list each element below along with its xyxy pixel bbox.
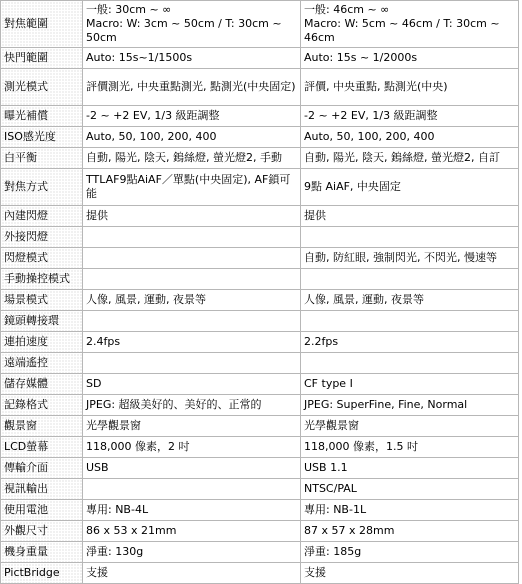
row-label: 對焦範圍 <box>1 1 83 48</box>
table-row <box>1 374 519 395</box>
table-row <box>1 206 519 227</box>
model-a-value <box>83 248 301 269</box>
model-a-value: TTLAF9點AiAF／單點(中央固定), AF鎖可能 <box>83 169 301 206</box>
row-label: 遠端遙控 <box>1 353 83 374</box>
model-b-value: -2 ~ +2 EV, 1/3 級距調整 <box>301 106 519 127</box>
table-row <box>1 542 519 563</box>
row-label: 白平衡 <box>1 148 83 169</box>
model-b-value: 評價, 中央重點, 點測光(中央) <box>301 69 519 106</box>
table-row <box>1 332 519 353</box>
table-row <box>1 353 519 374</box>
row-label: 記錄格式 <box>1 395 83 416</box>
table-row <box>1 69 519 106</box>
row-label: 快門範圍 <box>1 48 83 69</box>
model-b-value: 提供 <box>301 206 519 227</box>
model-b-value: 專用: NB-1L <box>301 500 519 521</box>
model-b-value: Auto, 50, 100, 200, 400 <box>301 127 519 148</box>
table-row <box>1 479 519 500</box>
row-label: 鏡頭轉接環 <box>1 311 83 332</box>
model-b-value: NTSC/PAL <box>301 479 519 500</box>
model-a-value <box>83 479 301 500</box>
table-row <box>1 1 519 48</box>
table-row <box>1 48 519 69</box>
model-a-value: USB <box>83 458 301 479</box>
table-row <box>1 500 519 521</box>
table-row <box>1 395 519 416</box>
model-b-value: USB 1.1 <box>301 458 519 479</box>
table-row <box>1 227 519 248</box>
row-label: PictBridge <box>1 563 83 584</box>
model-a-value <box>83 353 301 374</box>
row-label: 測光模式 <box>1 69 83 106</box>
model-b-value: 9點 AiAF, 中央固定 <box>301 169 519 206</box>
table-row <box>1 248 519 269</box>
table-row <box>1 290 519 311</box>
row-label: 曝光補償 <box>1 106 83 127</box>
table-row <box>1 269 519 290</box>
model-a-value: JPEG: 超級美好的、美好的、正常的 <box>83 395 301 416</box>
table-row <box>1 458 519 479</box>
model-b-value <box>301 269 519 290</box>
model-a-value: SD <box>83 374 301 395</box>
model-a-value: 一般: 30cm ~ ∞ Macro: W: 3cm ~ 50cm / T: 30cm ~ 50cm <box>83 1 301 48</box>
table-row <box>1 563 519 584</box>
table-row <box>1 169 519 206</box>
model-a-value: Auto, 50, 100, 200, 400 <box>83 127 301 148</box>
model-a-value: 86 x 53 x 21mm <box>83 521 301 542</box>
model-b-value: JPEG: SuperFine, Fine, Normal <box>301 395 519 416</box>
row-label: 觀景窗 <box>1 416 83 437</box>
model-a-value: Auto: 15s~1/1500s <box>83 48 301 69</box>
model-b-value: 一般: 46cm ~ ∞ Macro: W: 5cm ~ 46cm / T: 30cm ~ 46cm <box>301 1 519 48</box>
row-label: 閃燈模式 <box>1 248 83 269</box>
model-a-value: 淨重: 130g <box>83 542 301 563</box>
table-row <box>1 148 519 169</box>
table-row <box>1 106 519 127</box>
table-row <box>1 311 519 332</box>
row-label: LCD螢幕 <box>1 437 83 458</box>
model-a-value: 評價測光, 中央重點測光, 點測光(中央固定) <box>83 69 301 106</box>
row-label: 視訊輸出 <box>1 479 83 500</box>
row-label: 機身重量 <box>1 542 83 563</box>
model-b-value: 自動, 防紅眼, 強制閃光, 不閃光, 慢速等 <box>301 248 519 269</box>
row-label: 對焦方式 <box>1 169 83 206</box>
row-label: 內建閃燈 <box>1 206 83 227</box>
model-a-value: 自動, 陽光, 陰天, 鎢絲燈, 螢光燈2, 手動 <box>83 148 301 169</box>
row-label: 外接閃燈 <box>1 227 83 248</box>
row-label: 使用電池 <box>1 500 83 521</box>
table-row <box>1 521 519 542</box>
model-a-value <box>83 227 301 248</box>
model-a-value <box>83 269 301 290</box>
model-b-value: 支援 <box>301 563 519 584</box>
row-label: 傳輸介面 <box>1 458 83 479</box>
row-label: 外觀尺寸 <box>1 521 83 542</box>
model-a-value: -2 ~ +2 EV, 1/3 級距調整 <box>83 106 301 127</box>
model-b-value: 87 x 57 x 28mm <box>301 521 519 542</box>
model-a-value: 118,000 像素，2 吋 <box>83 437 301 458</box>
model-b-value: CF type I <box>301 374 519 395</box>
model-b-value <box>301 311 519 332</box>
model-a-value: 支援 <box>83 563 301 584</box>
table-row <box>1 437 519 458</box>
spec-table-body <box>1 1 519 584</box>
model-a-value: 專用: NB-4L <box>83 500 301 521</box>
model-a-value: 光學觀景窗 <box>83 416 301 437</box>
model-b-value: 2.2fps <box>301 332 519 353</box>
model-b-value: Auto: 15s ~ 1/2000s <box>301 48 519 69</box>
model-b-value: 118,000 像素，1.5 吋 <box>301 437 519 458</box>
model-b-value: 自動, 陽光, 陰天, 鎢絲燈, 螢光燈2, 自訂 <box>301 148 519 169</box>
row-label: ISO感光度 <box>1 127 83 148</box>
model-b-value: 淨重: 185g <box>301 542 519 563</box>
model-a-value: 人像, 風景, 運動, 夜景等 <box>83 290 301 311</box>
model-a-value <box>83 311 301 332</box>
model-b-value <box>301 353 519 374</box>
model-b-value: 人像, 風景, 運動, 夜景等 <box>301 290 519 311</box>
model-a-value: 提供 <box>83 206 301 227</box>
table-row <box>1 127 519 148</box>
row-label: 場景模式 <box>1 290 83 311</box>
model-a-value: 2.4fps <box>83 332 301 353</box>
row-label: 連拍速度 <box>1 332 83 353</box>
model-b-value <box>301 227 519 248</box>
model-b-value: 光學觀景窗 <box>301 416 519 437</box>
row-label: 手動操控模式 <box>1 269 83 290</box>
table-row <box>1 416 519 437</box>
row-label: 儲存媒體 <box>1 374 83 395</box>
